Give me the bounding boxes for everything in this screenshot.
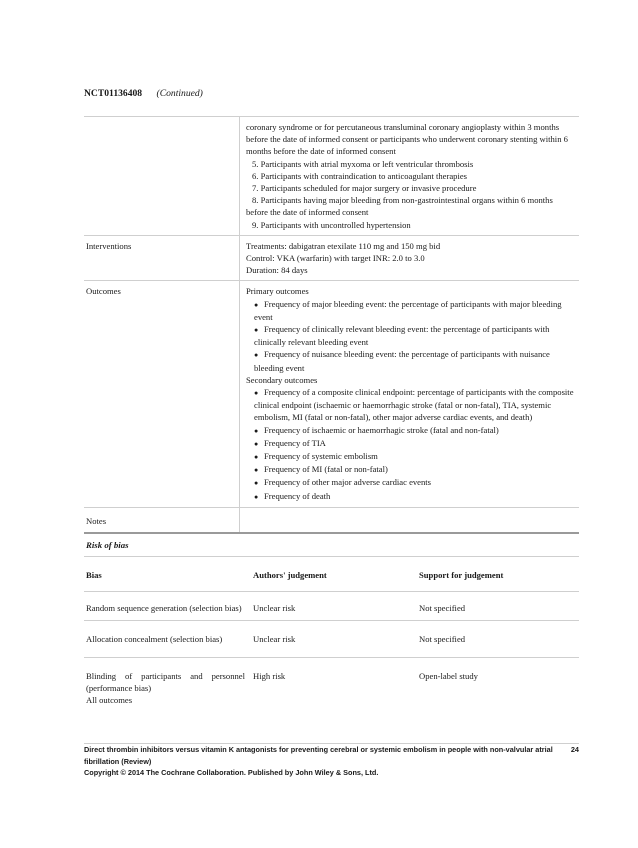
interventions-label: Interventions [84, 236, 240, 281]
secondary-outcome-item: ● Frequency of TIA [246, 437, 575, 450]
bullet-icon: ● [254, 351, 259, 360]
criterion-8: 8. Participants having major bleeding from non-gastrointestinal organs within 6 months before the date of informed consent [246, 195, 553, 218]
bullet-icon: ● [254, 389, 259, 398]
criterion-9: 9. Participants with uncontrolled hypertension [252, 219, 411, 230]
characteristics-table [84, 116, 579, 717]
secondary-outcome-item: ● Frequency of ischaemic or haemorrhagic stroke (fatal and non-fatal) [246, 424, 575, 437]
participants-value [240, 117, 579, 235]
intervention-line: Treatments: dabigatran etexilate 110 mg and 150 mg bid [246, 240, 441, 251]
header-bias: Bias [86, 570, 102, 581]
notes-label: Notes [84, 508, 240, 532]
review-title: Direct thrombin inhibitors versus vitamin K antagonists for preventing cerebral or systemic embolism in people with non-valvular atrial fibrillation (Review) [84, 745, 553, 766]
notes-row [84, 508, 579, 534]
risk-of-bias-title: Risk of bias [84, 534, 579, 557]
secondary-outcome-item: ● Frequency of other major adverse cardiac events [246, 476, 575, 489]
support-for-judgement: Open-label study [419, 670, 478, 681]
bias-domain-subtext: All outcomes [86, 695, 133, 706]
risk-of-bias-header [84, 557, 579, 591]
table-row [84, 621, 579, 658]
secondary-outcome-item: ● Frequency of MI (fatal or non-fatal) [246, 463, 575, 476]
outcomes-value [240, 281, 579, 506]
bullet-icon: ● [254, 439, 259, 448]
secondary-outcome-item: ● Frequency of a composite clinical endpoint: percentage of participants with the composite clinical endpoint (ischaemic or haemorrhagic stroke (fatal or non-fatal), TIA, systemic embolism, MI (fatal or non-fatal), other major adverse cardiac events, and death) [254, 387, 574, 423]
participants-intro: coronary syndrome or for percutaneous transluminal coronary angioplasty within 3 months before the date of informed consent or participants who underwent coronary stenting within 6 months before the date of informed consent [246, 122, 568, 157]
primary-outcomes-label: Primary outcomes [246, 286, 309, 297]
bullet-icon: ● [254, 479, 259, 488]
copyright: Copyright © 2014 The Cochrane Collaboration. Published by John Wiley & Sons, Ltd. [84, 768, 379, 777]
interventions-row [84, 236, 579, 282]
header-support: Support for judgement [419, 570, 504, 581]
primary-outcome-item: ● Frequency of nuisance bleeding event: the percentage of participants with nuisance bleeding event [254, 349, 550, 373]
bias-domain: Random sequence generation (selection bias) [86, 602, 242, 613]
notes-value [240, 508, 579, 532]
bias-domain [84, 658, 249, 717]
secondary-outcomes-label: Secondary outcomes [246, 374, 318, 385]
table-heading [84, 88, 203, 99]
participants-row [84, 116, 579, 236]
page-number: 24 [570, 745, 579, 754]
authors-judgement: Unclear risk [253, 633, 296, 644]
primary-outcome-item: ● Frequency of major bleeding event: the percentage of participants with major bleeding event [254, 298, 562, 322]
participants-label [84, 117, 240, 235]
table-row [84, 592, 579, 621]
secondary-outcome-item: ● Frequency of systemic embolism [246, 450, 575, 463]
page-footer [84, 744, 579, 779]
outcomes-label: Outcomes [84, 281, 240, 506]
authors-judgement: High risk [253, 670, 286, 681]
criterion-6: 6. Participants with contraindication to anticoagulant therapies [252, 170, 468, 181]
intervention-line: Control: VKA (warfarin) with target INR: 2.0 to 3.0 [246, 253, 425, 264]
secondary-outcome-item: ● Frequency of death [246, 490, 575, 503]
bullet-icon: ● [254, 426, 259, 435]
bias-domain-text: Blinding of participants and personnel (performance bias) [86, 670, 245, 694]
support-for-judgement: Not specified [419, 633, 466, 644]
bullet-icon: ● [254, 453, 259, 462]
interventions-value [240, 236, 579, 281]
table-row [84, 658, 579, 717]
intervention-line: Duration: 84 days [246, 265, 308, 276]
continued-label: (Continued) [156, 88, 203, 99]
primary-outcome-item: ● Frequency of clinically relevant bleeding event: the percentage of participants with clinically relevant bleeding event [254, 324, 550, 348]
bullet-icon: ● [254, 326, 259, 335]
criterion-5: 5. Participants with atrial myxoma or left ventricular thrombosis [252, 158, 474, 169]
outcomes-row [84, 281, 579, 507]
bullet-icon: ● [254, 300, 259, 309]
bullet-icon: ● [254, 492, 259, 501]
support-for-judgement: Not specified [419, 602, 466, 613]
criterion-7: 7. Participants scheduled for major surgery or invasive procedure [252, 183, 477, 194]
authors-judgement: Unclear risk [253, 602, 296, 613]
bias-domain: Allocation concealment (selection bias) [86, 633, 223, 644]
header-judgement: Authors' judgement [253, 570, 327, 581]
study-id: NCT01136408 [84, 88, 143, 99]
bullet-icon: ● [254, 466, 259, 475]
